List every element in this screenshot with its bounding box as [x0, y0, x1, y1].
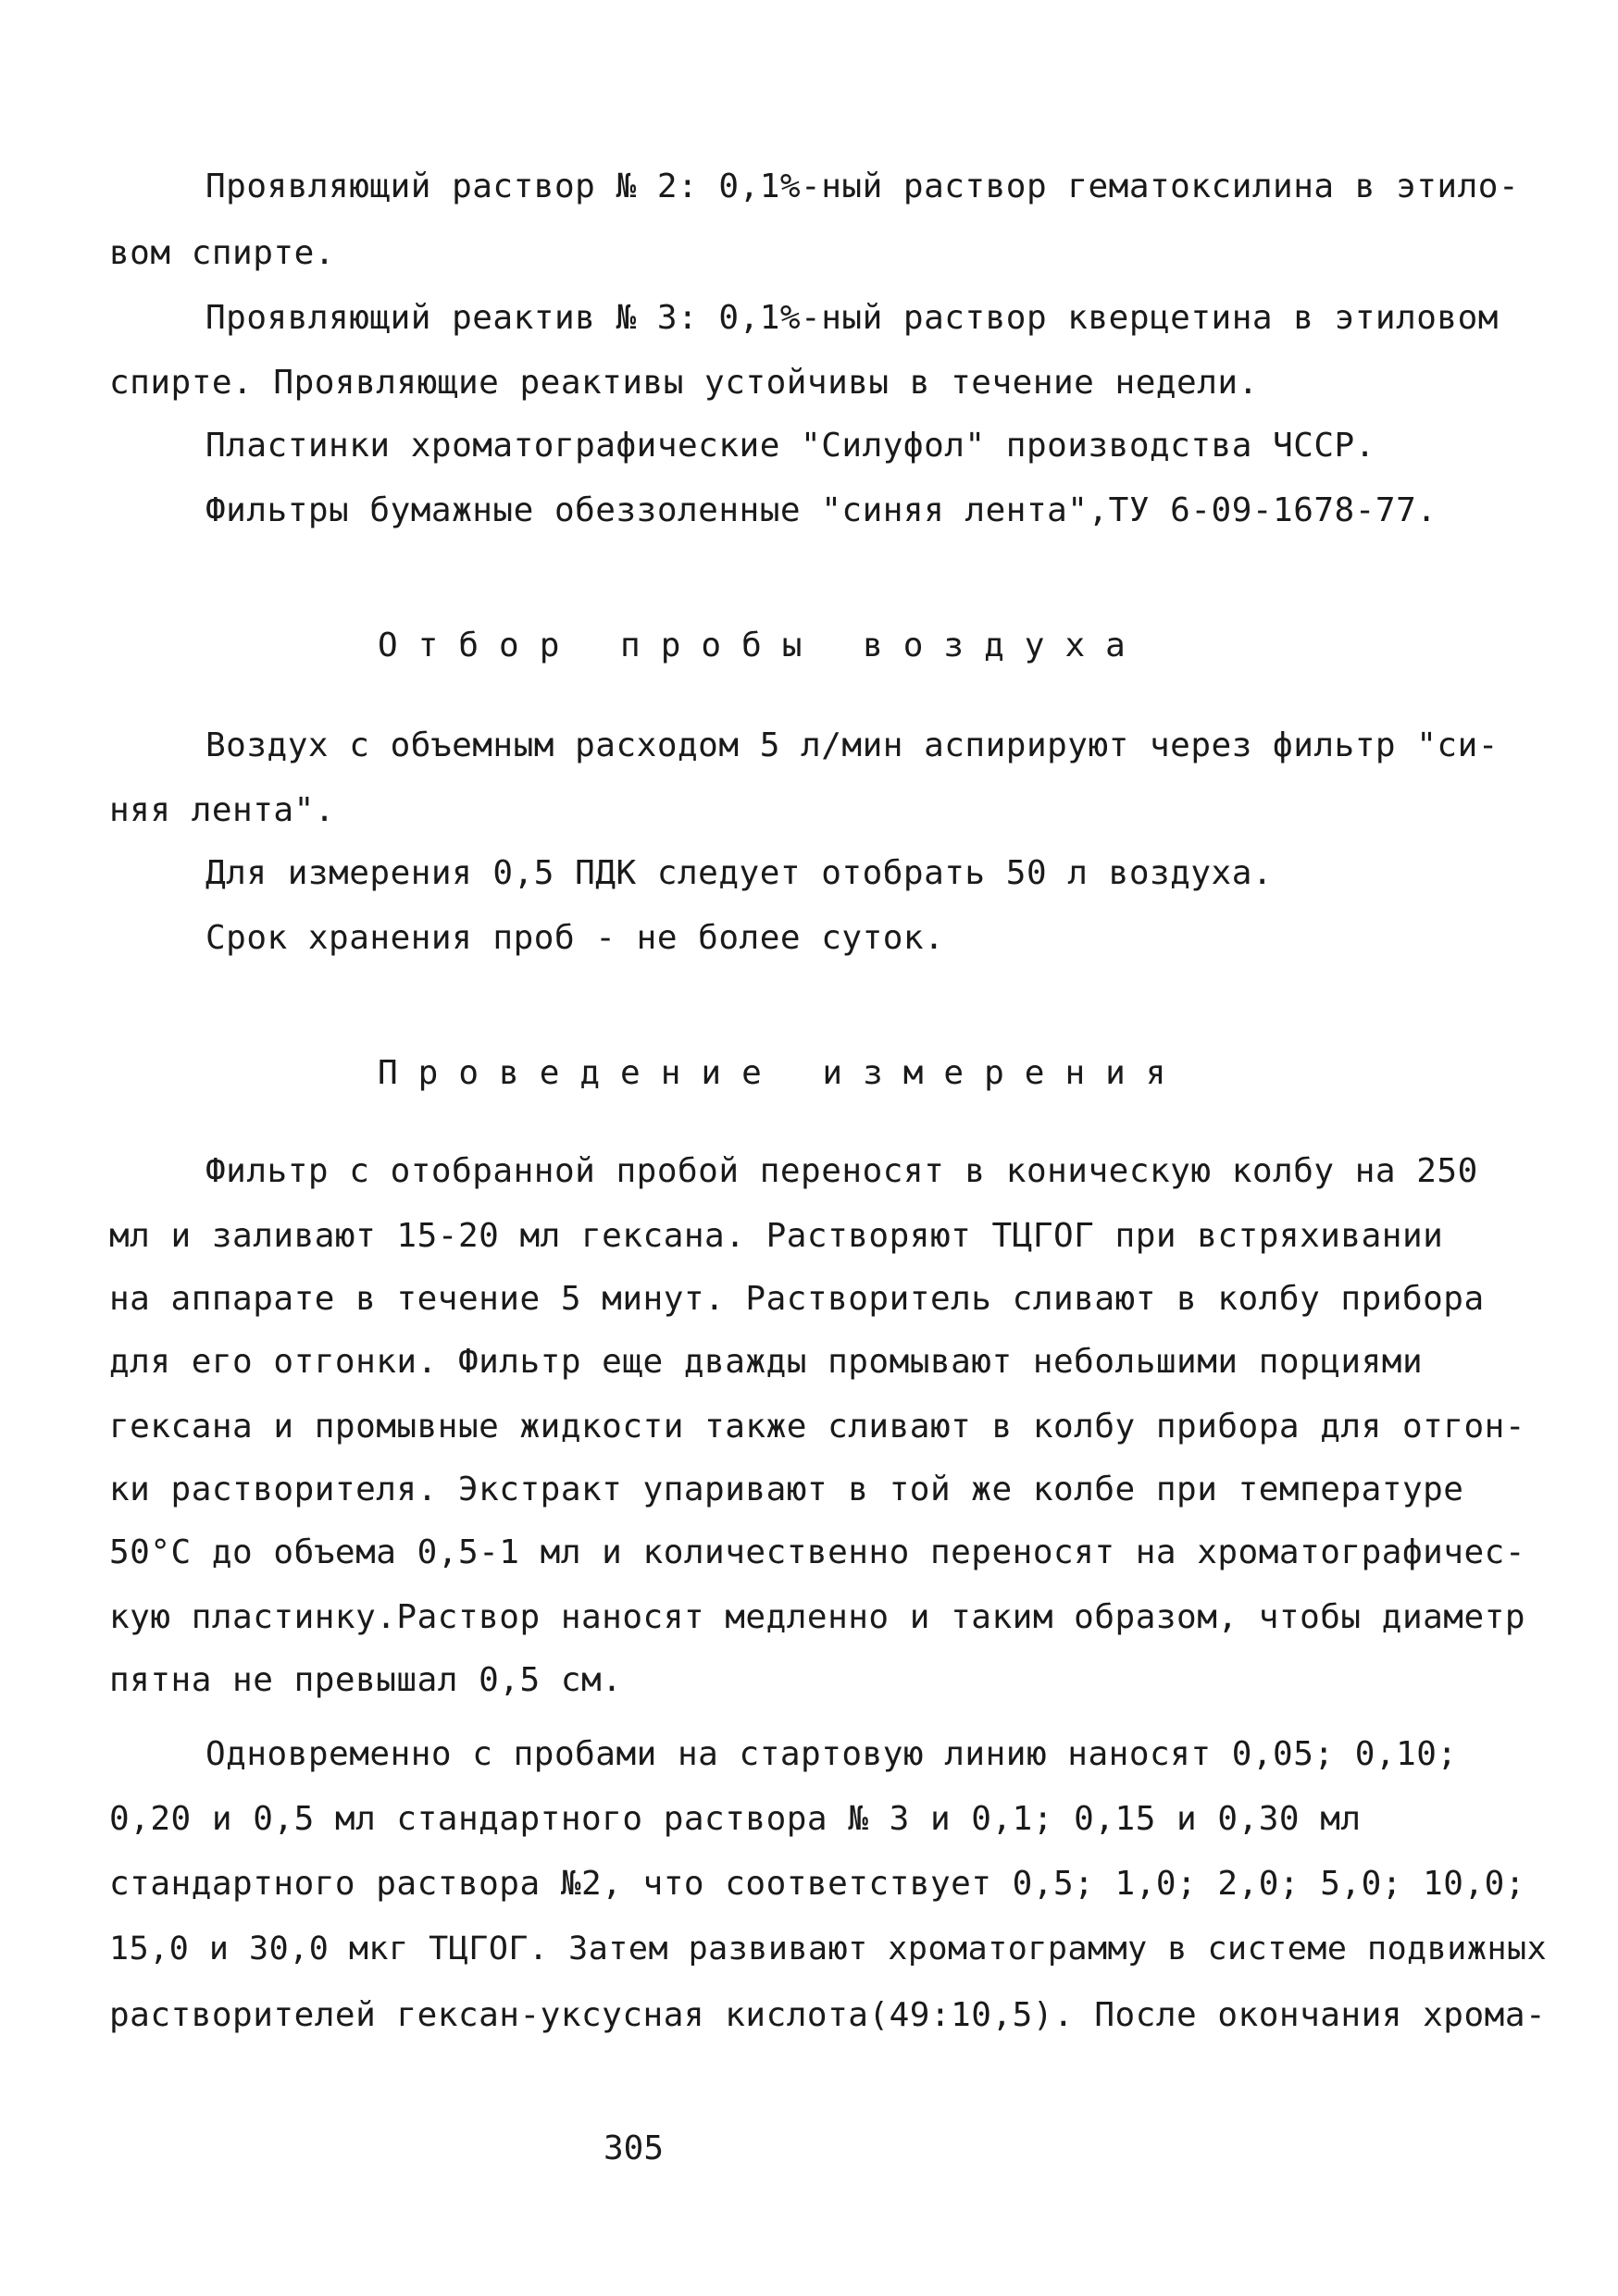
reagent-line-5: Пластинки хроматографические "Силуфол" производства ЧССР.: [205, 427, 1375, 465]
sampling-line-3: Для измерения 0,5 ПДК следует отобрать 50 л воздуха.: [205, 854, 1274, 892]
measurement-line-9: пятна не превышал 0,5 см.: [109, 1661, 623, 1699]
sampling-line-2: няя лента".: [109, 791, 335, 829]
measurement-line-12: стандартного раствора №2, что соответствует 0,5; 1,0; 2,0; 5,0; 10,0;: [109, 1865, 1525, 1903]
measurement-line-2: мл и заливают 15-20 мл гексана. Растворяют ТЦГОГ при встряхивании: [109, 1217, 1444, 1255]
sampling-line-1: Воздух с объемным расходом 5 л/мин аспирируют через фильтр "си-: [205, 726, 1499, 764]
reagent-line-2: вом спирте.: [109, 234, 335, 272]
measurement-line-1: Фильтр с отобранной пробой переносят в коническую колбу на 250: [205, 1152, 1478, 1190]
reagent-line-1: Проявляющий раствор № 2: 0,1%-ный раствор гематоксилина в этило-: [205, 168, 1520, 205]
reagent-line-4: спирте. Проявляющие реактивы устойчивы в течение недели.: [109, 364, 1259, 402]
measurement-line-6: ки растворителя. Экстракт упаривают в той же колбе при температуре: [109, 1471, 1464, 1508]
measurement-line-11: 0,20 и 0,5 мл стандартного раствора № 3 и 0,1; 0,15 и 0,30 мл: [109, 1800, 1362, 1838]
measurement-line-10: Одновременно с пробами на стартовую линию наносят 0,05; 0,10;: [205, 1735, 1458, 1773]
measurement-line-8: кую пластинку.Раствор наносят медленно и таким образом, чтобы диаметр: [109, 1598, 1525, 1636]
measurement-line-4: для его отгонки. Фильтр еще дважды промывают небольшими порциями: [109, 1343, 1424, 1381]
measurement-line-5: гексана и промывные жидкости также сливают в колбу прибора для отгон-: [109, 1408, 1525, 1446]
measurement-line-7: 50°С до объема 0,5-1 мл и количественно переносят на хроматографичес-: [109, 1533, 1525, 1571]
sampling-line-4: Срок хранения проб - не более суток.: [205, 919, 945, 957]
reagent-line-6: Фильтры бумажные обеззоленные "синяя лента",ТУ 6-09-1678-77.: [205, 491, 1438, 529]
reagent-line-3: Проявляющий реактив № 3: 0,1%-ный раствор кверцетина в этиловом: [205, 299, 1499, 337]
section-heading-measurement: Проведение измерения: [378, 1054, 1187, 1092]
measurement-line-13: 15,0 и 30,0 мкг ТЦГОГ. Затем развивают хроматограмму в системе подвижных: [109, 1930, 1548, 1967]
measurement-line-3: на аппарате в течение 5 минут. Растворитель сливают в колбу прибора: [109, 1280, 1485, 1318]
section-heading-sampling: Отбор пробы воздуха: [378, 627, 1146, 664]
measurement-line-14: растворителей гексан-уксусная кислота(49:10,5). После окончания хрома-: [109, 1996, 1547, 2034]
page-number: 305: [604, 2129, 665, 2167]
